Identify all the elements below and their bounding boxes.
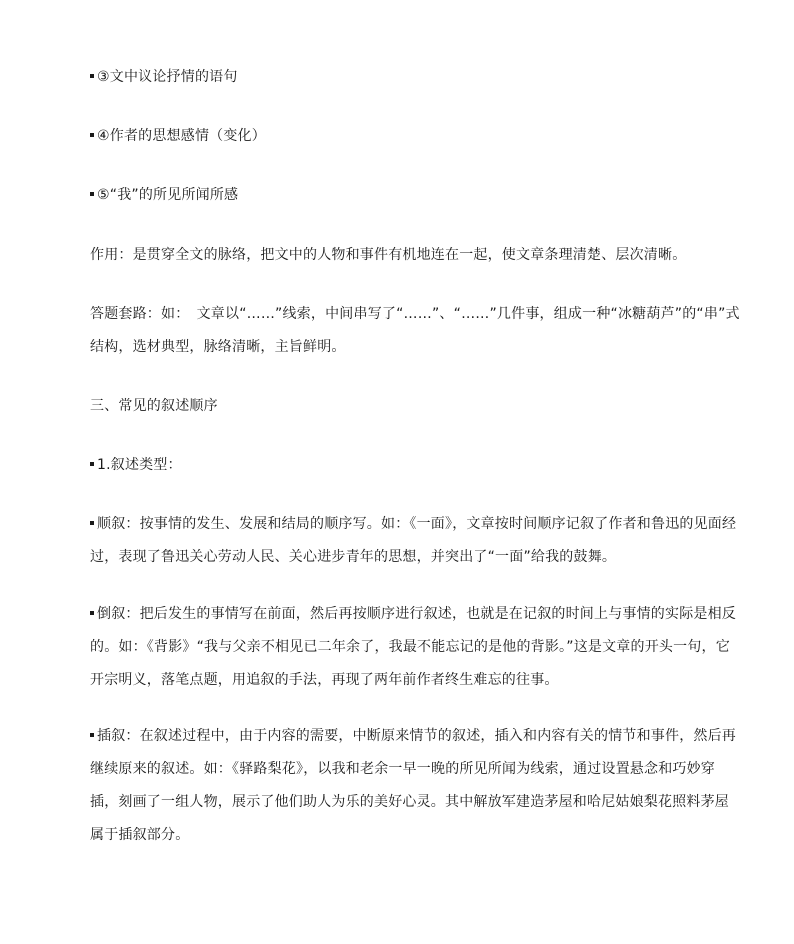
bullet-icon — [90, 611, 94, 615]
list-item-literary-statements — [90, 61, 740, 94]
paragraph-text: ④作者的思想感情（变化） — [97, 128, 266, 144]
section-heading-text: 三、常见的叙述顺序 — [90, 398, 218, 414]
bullet-icon — [90, 133, 94, 137]
paragraph-text: 作用：是贯穿全文的脉络，把文中的人物和事件有机地连在一起，使文章条理清楚、层次清晰。 — [90, 247, 687, 263]
paragraph-text: 倒叙：把后发生的事情写在前面，然后再按顺序进行叙述，也就是在记叙的时间上与事情的实际是相反的。如：《背影》“我与父亲不相见已二年余了，我最不能忘记的是他的背影。”这是文章的开头一句，它开宗明义，落笔点题，用追叙的手法，再现了两年前作者终生难忘的往事。 — [90, 606, 736, 688]
list-item-author-feelings — [90, 120, 740, 153]
list-item-chronological — [90, 508, 740, 574]
list-item-narrative-types — [90, 449, 740, 482]
paragraph-text: 顺叙：按事情的发生、发展和结局的顺序写。如：《一面》，文章按时间顺序记叙了作者和鲁迅的见面经过，表现了鲁迅关心劳动人民、关心进步青年的思想，并突出了“一面”给我的鼓舞。 — [90, 516, 737, 565]
bullet-icon — [90, 733, 94, 737]
paragraph-answer-template — [90, 298, 740, 364]
paragraph-function — [90, 239, 740, 272]
paragraph-text: 插叙：在叙述过程中，由于内容的需要，中断原来情节的叙述，插入和内容有关的情节和事件，然后再继续原来的叙述。如：《驿路梨花》，以我和老余一早一晚的所见所闻为线索，通过设置悬念和巧妙穿插，刻画了一组人物，展示了他们助人为乐的美好心灵。其中解放军建造茅屋和哈尼姑娘梨花照料茅屋属于插叙部分。 — [90, 728, 736, 843]
bullet-icon — [90, 462, 94, 466]
list-item-flashback — [90, 598, 740, 697]
section-heading-narrative-order — [90, 390, 740, 423]
paragraph-text: ③文中议论抒情的语句 — [97, 69, 238, 85]
paragraph-text: 1.叙述类型： — [97, 457, 182, 473]
paragraph-text: ⑤“我”的所见所闻所感 — [97, 187, 239, 203]
bullet-icon — [90, 74, 94, 78]
paragraph-text: 答题套路：如： 文章以“……”线索，中间串写了“……”、“……”几件事，组成一种“冰糖葫芦”的“串”式结构，选材典型，脉络清晰，主旨鲜明。 — [90, 306, 740, 355]
bullet-icon — [90, 192, 94, 196]
list-item-my-experiences — [90, 179, 740, 212]
bullet-icon — [90, 521, 94, 525]
list-item-interpolation — [90, 720, 740, 852]
